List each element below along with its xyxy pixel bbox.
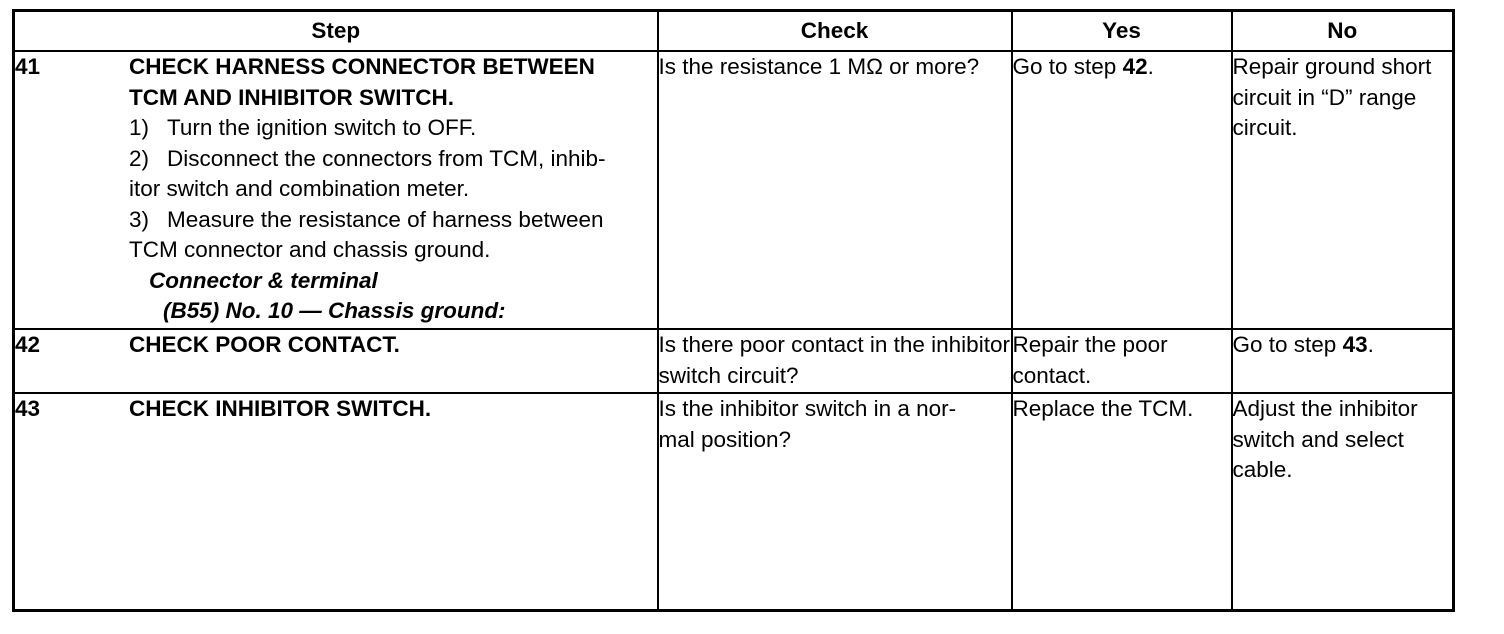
- header-step: Step: [14, 11, 658, 52]
- procedure-step-2: 2) Disconnect the connectors from TCM, inhib- itor switch and combination meter.: [129, 145, 606, 201]
- step-number: 42: [15, 332, 41, 357]
- step-ref: 43: [1342, 332, 1368, 357]
- header-yes: Yes: [1012, 11, 1232, 52]
- yes-cell: Repair the poor contact.: [1012, 329, 1232, 393]
- header-row: [14, 11, 1454, 52]
- table-row-41: [14, 51, 1454, 329]
- step-body: [129, 330, 643, 361]
- step-cell: [14, 51, 658, 329]
- connector-value: (B55) No. 10 — Chassis ground:: [163, 298, 506, 323]
- step-body: [129, 52, 643, 327]
- check-cell: Is the resistance 1 MΩ or more?: [658, 51, 1012, 329]
- no-cell: Go to step 43.: [1232, 329, 1454, 393]
- step-number: 43: [15, 396, 41, 421]
- yes-cell: Go to step 42.: [1012, 51, 1232, 329]
- step-cell: [14, 329, 658, 393]
- step-ref: 42: [1122, 54, 1148, 79]
- step-title-line2: TCM AND INHIBITOR SWITCH.: [129, 84, 454, 110]
- connector-label: Connector & terminal: [149, 267, 378, 293]
- step-title-line1: CHECK INHIBITOR SWITCH.: [129, 396, 432, 421]
- procedure-step-3: 3) Measure the resistance of harness between TCM connector and chassis ground.: [129, 206, 604, 262]
- step-title-line1: CHECK POOR CONTACT.: [129, 332, 400, 357]
- step-cell: [14, 393, 658, 611]
- check-cell: Is there poor contact in the inhibitor switch circuit?: [658, 329, 1012, 393]
- yes-cell: Replace the TCM.: [1012, 393, 1232, 611]
- check-cell: Is the inhibitor switch in a nor- mal position?: [658, 393, 1012, 611]
- table-row-42: [14, 329, 1454, 393]
- header-check: Check: [658, 11, 1012, 52]
- no-cell: Repair ground short circuit in “D” range circuit.: [1232, 51, 1454, 329]
- step-number: 41: [15, 54, 41, 79]
- no-cell: Adjust the inhibitor switch and select cable.: [1232, 393, 1454, 611]
- procedure-step-1: 1) Turn the ignition switch to OFF.: [129, 115, 477, 140]
- table-row-43: [14, 393, 1454, 611]
- diagnostic-table: [12, 9, 1455, 612]
- step-body: [129, 394, 643, 425]
- header-no: No: [1232, 11, 1454, 52]
- step-title-line1: CHECK HARNESS CONNECTOR BETWEEN: [129, 54, 595, 79]
